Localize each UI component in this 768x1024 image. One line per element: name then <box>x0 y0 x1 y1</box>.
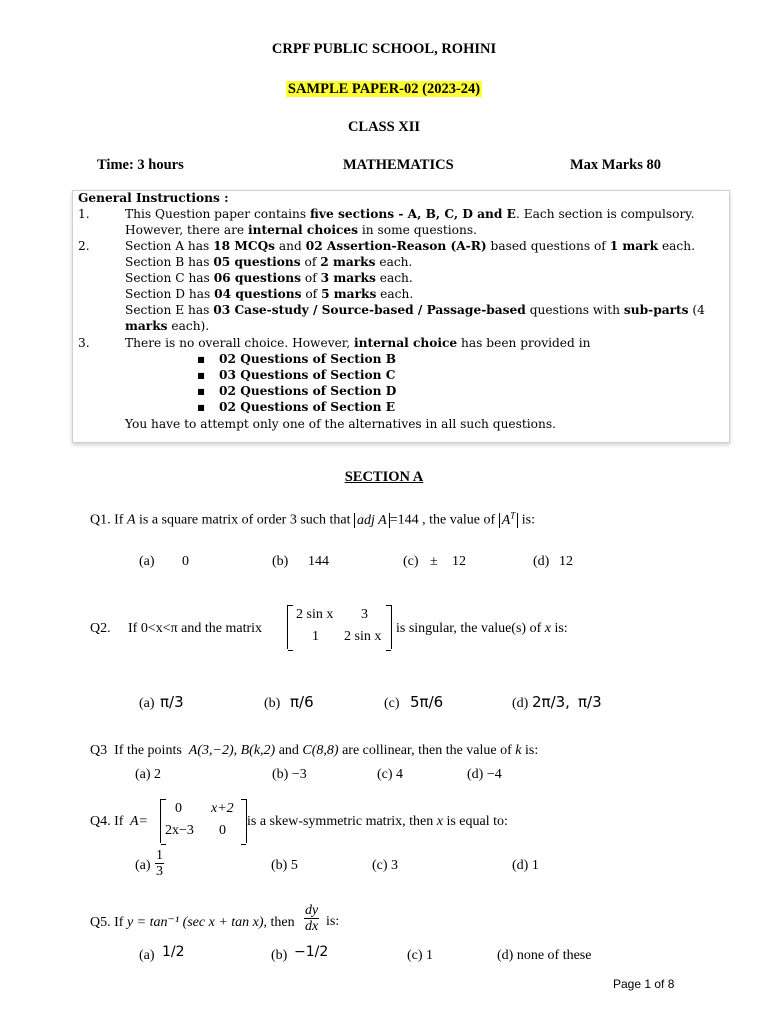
matrix-cell: 2 sin x <box>344 629 382 644</box>
instruction-line: Section A has 18 MCQs and 02 Assertion-Reason (A-R) based questions of 1 mark each. <box>125 239 695 253</box>
q5-equation: y = tan⁻¹ (sec x + tan x) <box>126 915 264 930</box>
option: (a) 2 <box>135 767 162 782</box>
instruction-num: 1. <box>78 207 90 221</box>
q3-var: k <box>515 743 522 758</box>
option-value: −1/2 <box>294 944 329 960</box>
q4-matrix <box>160 799 247 843</box>
option-value: π/3 <box>160 693 184 711</box>
option: (d) 1 <box>512 858 539 873</box>
option-label: (c) <box>384 696 400 711</box>
question-5 <box>90 914 295 931</box>
q2-is: is: <box>554 621 568 636</box>
q2-text: If 0<x<π and the matrix <box>128 621 263 636</box>
q4-tail: is equal to: <box>446 814 508 829</box>
bullet-item: 02 Questions of Section B <box>219 352 397 366</box>
option-label: (a) <box>139 696 155 711</box>
q3-text: If the points <box>114 743 182 758</box>
option-label: (a) <box>139 948 155 963</box>
q2-prefix: Q2. <box>90 621 111 636</box>
fraction-numerator: dy <box>305 903 319 918</box>
instruction-num: 2. <box>78 239 90 253</box>
option-value: π/3 <box>578 693 602 711</box>
instruction-line: This Question paper contains five sections - A, B, C, D and E. Each section is compulsory. <box>125 207 695 221</box>
q5-prefix: Q5. If <box>90 915 124 930</box>
q3-and: and <box>278 743 299 758</box>
option-value: 12 <box>452 554 466 569</box>
bullet-icon: ▪ <box>197 384 206 398</box>
q3-point-c: C(8,8) <box>302 743 339 758</box>
q4-text <box>247 814 508 830</box>
option-value: 144 <box>308 554 329 569</box>
instruction-line: marks each). <box>125 319 210 333</box>
matrix-cell: 2 sin x <box>296 607 334 622</box>
q1-prefix: Q1. If <box>90 512 124 528</box>
option-value: ± <box>430 554 438 569</box>
paper-title <box>0 81 768 98</box>
paper-title-highlight: SAMPLE PAPER-02 (2023-24) <box>287 81 481 97</box>
matrix-cell: 0 <box>219 823 226 838</box>
subject-label: MATHEMATICS <box>343 157 454 173</box>
option: (d) −4 <box>467 767 502 782</box>
option-label: (b) <box>264 696 281 711</box>
page-number: Page 1 of 8 <box>613 977 675 991</box>
option-value: 1/2 <box>162 944 185 960</box>
q1-adj: adj A <box>357 512 387 528</box>
option-value: 2π/3, <box>532 693 570 711</box>
instruction-line: Section C has 06 questions of 3 marks each. <box>125 271 413 285</box>
q3-points: A(3,−2), B(k,2) <box>188 743 276 758</box>
option-value: 12 <box>559 554 573 569</box>
matrix-cell: x+2 <box>211 801 234 816</box>
school-name: CRPF PUBLIC SCHOOL, ROHINI <box>271 41 497 57</box>
bullet-item: 03 Questions of Section C <box>219 368 396 382</box>
option-label: (d) <box>533 554 550 569</box>
section-title: SECTION A <box>344 469 424 485</box>
option-fraction <box>155 848 164 879</box>
option-label: (a) <box>139 554 155 569</box>
question-3 <box>90 743 538 759</box>
option: (c) 4 <box>377 767 404 782</box>
option-label: (a) <box>135 858 151 873</box>
q4-body: is a skew-symmetric matrix, then <box>247 814 434 829</box>
q2-var: x <box>544 621 551 636</box>
q3-tail: are collinear, then the value of <box>342 743 512 758</box>
q4-prefix: Q4. If <box>90 814 124 829</box>
class-label: CLASS XII <box>347 119 421 135</box>
q1-text: is a square matrix of order 3 such that <box>139 512 351 528</box>
option: (b) 5 <box>271 858 298 873</box>
max-marks-label: Max Marks 80 <box>570 157 662 173</box>
instruction-line: However, there are internal choices in some questions. <box>125 223 477 237</box>
option-label: (b) <box>271 948 288 963</box>
q2-text-2 <box>396 621 568 637</box>
matrix-cell: 1 <box>312 629 319 644</box>
option: (c) 1 <box>407 948 434 963</box>
question-1: Q1. If A is a square matrix of order 3 such that adj A =144 , the value of $A^T$ is: <box>90 510 535 528</box>
fraction-denominator: dx <box>305 919 319 934</box>
q1-eq: =144 , the value of <box>389 512 496 528</box>
option-label: (c) <box>403 554 419 569</box>
time-label: Time: 3 hours <box>97 157 184 173</box>
q4-lhs: A= <box>130 814 148 829</box>
q1-is: is: <box>521 512 535 528</box>
bullet-item: 02 Questions of Section D <box>219 384 397 398</box>
bullet-icon: ▪ <box>197 400 206 414</box>
option-value: 0 <box>182 554 189 569</box>
instructions-title: General Instructions : <box>78 191 229 205</box>
q2-tail: is singular, the value(s) of <box>396 621 542 636</box>
option: (d) none of these <box>497 948 592 963</box>
instructions-footer: You have to attempt only one of the alternatives in all such questions. <box>125 417 556 431</box>
option: (c) 3 <box>372 858 399 873</box>
instruction-line: There is no overall choice. However, internal choice has been provided in <box>125 336 591 350</box>
matrix-cell: 3 <box>361 607 368 622</box>
instruction-line: Section D has 04 questions of 5 marks each. <box>125 287 414 301</box>
option-label: (b) <box>272 554 289 569</box>
q5-is: is: <box>326 914 340 929</box>
q3-is: is: <box>525 743 539 758</box>
q2-matrix <box>287 605 392 649</box>
option-value: 5π/6 <box>410 693 444 711</box>
instruction-num: 3. <box>78 336 90 350</box>
fraction-numerator: 1 <box>156 848 163 863</box>
q5-then: , then <box>263 915 295 930</box>
bullet-icon: ▪ <box>197 368 206 382</box>
q5-derivative <box>304 903 319 934</box>
matrix-cell: 0 <box>175 801 182 816</box>
bullet-icon: ▪ <box>197 352 206 366</box>
bullet-item: 02 Questions of Section E <box>219 400 396 414</box>
instruction-line: Section B has 05 questions of 2 marks each. <box>125 255 413 269</box>
fraction-denominator: 3 <box>156 864 163 879</box>
option: (b) −3 <box>272 767 307 782</box>
instruction-line: Section E has 03 Case-study / Source-based / Passage-based questions with sub-parts (4 <box>125 303 705 317</box>
matrix-cell: 2x−3 <box>165 823 194 838</box>
option-value: π/6 <box>290 693 314 711</box>
q3-prefix: Q3 <box>90 743 108 758</box>
option-label: (d) <box>512 696 529 711</box>
q4-var: x <box>436 814 443 829</box>
